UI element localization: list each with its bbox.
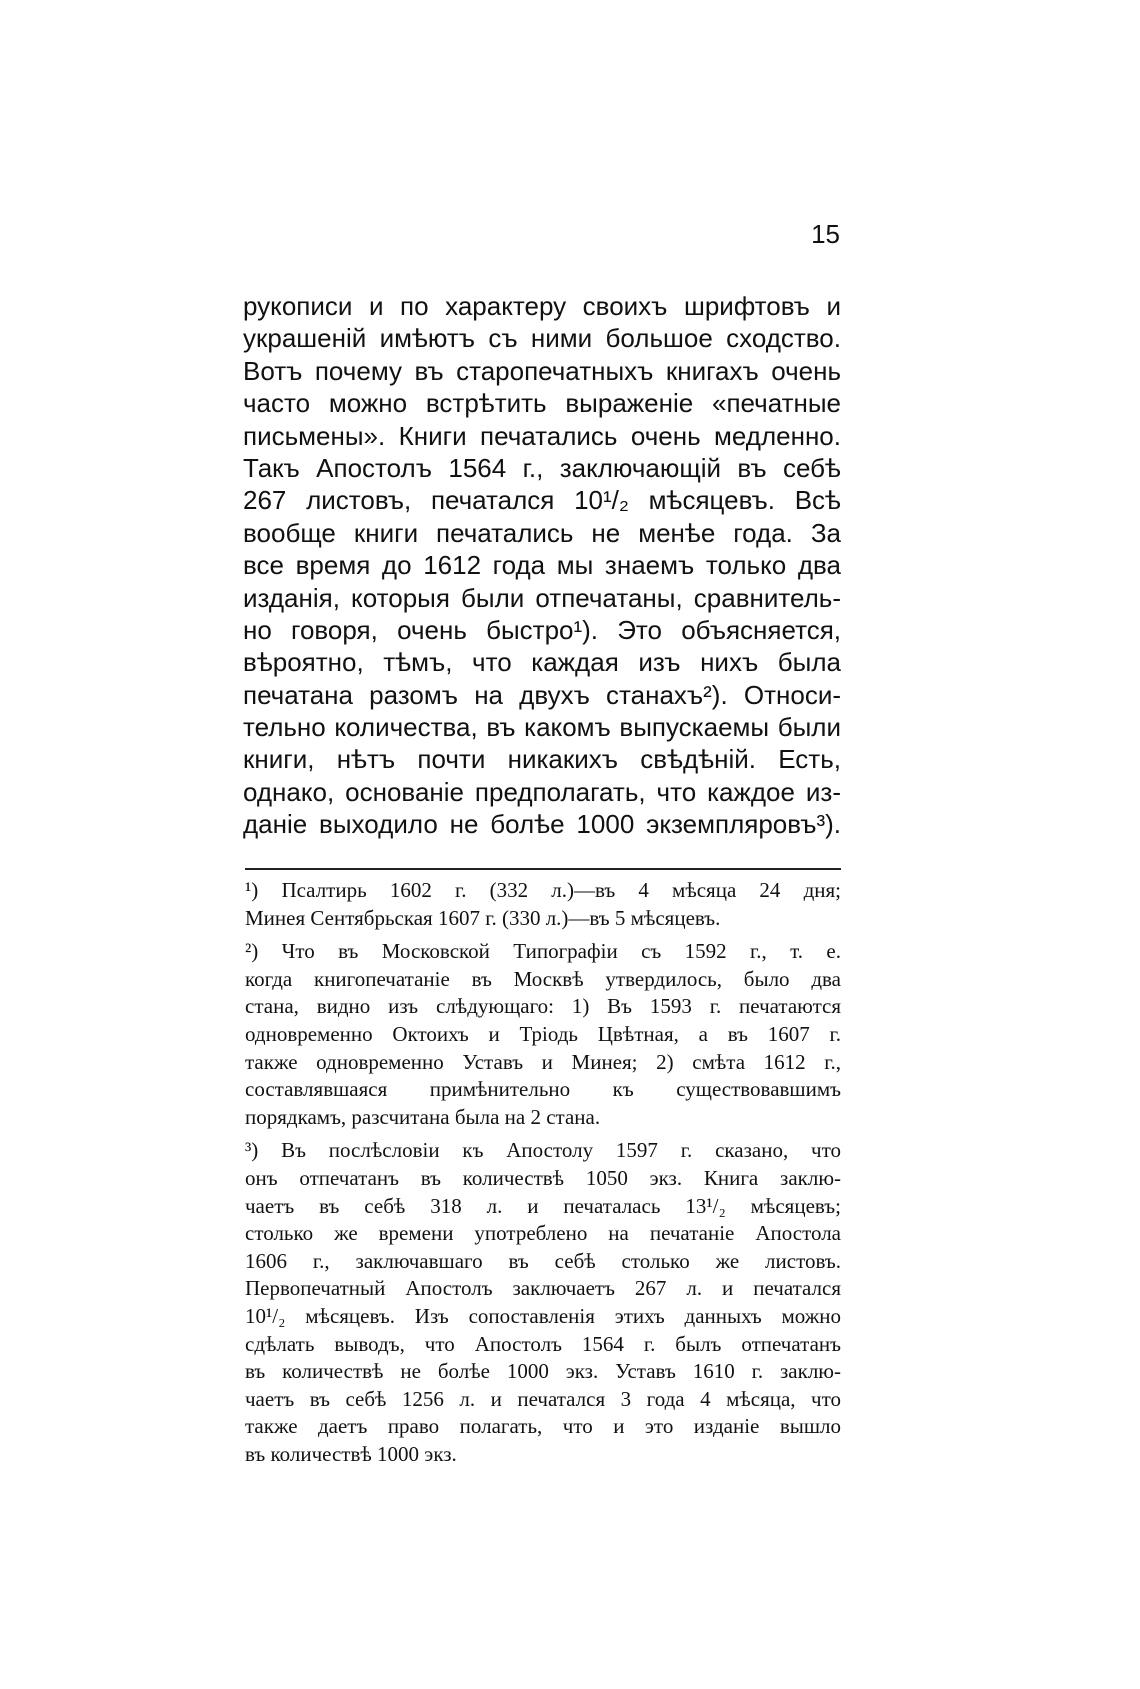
text-line: однако, основанiе предполагать, что каждое из-: [243, 776, 841, 807]
text-line: украшенiй имѣютъ съ ними большое сходство.: [243, 323, 841, 354]
footnote-line: также одновременно Уставъ и Минея; 2) смѣта 1612 г.,: [245, 1049, 841, 1074]
footnote-line: стана, видно изъ слѣдующаго: 1) Въ 1593 г. печатаются: [245, 994, 841, 1019]
footnote-line: Минея Сентябрьская 1607 г. (330 л.)—въ 5 мѣсяцевъ.: [245, 905, 721, 930]
text-line: данiе выходило не болѣе 1000 экземпляровъ³).: [243, 809, 841, 840]
text-line: книги, нѣтъ почти никакихъ свѣдѣнiй. Есть,: [243, 744, 841, 775]
footnote-line: одновременно Октоихъ и Трiодь Цвѣтная, а въ 1607 г.: [245, 1021, 841, 1046]
footnote-2: [245, 938, 841, 1131]
footnote-line: столько же времени употреблено на печатанiе Апостола: [245, 1221, 841, 1246]
footnote-line: когда книгопечатанiе въ Москвѣ утвердилось, было два: [245, 966, 841, 991]
footnote-line: сдѣлать выводъ, что Апостолъ 1564 г. былъ отпечатанъ: [245, 1331, 841, 1356]
footnote-line: въ количествѣ 1000 экз.: [245, 1441, 457, 1466]
text-line: Вотъ почему въ старопечатныхъ книгахъ очень: [243, 355, 841, 386]
footnote-line: онъ отпечатанъ въ количествѣ 1050 экз. Книга заклю-: [245, 1165, 841, 1190]
footnote-line: составлявшаяся примѣнительно къ существовавшимъ: [245, 1077, 841, 1102]
footnote-line: также даетъ право полагать, что и это изданiе вышло: [245, 1414, 841, 1439]
footnote-line: ¹) Псалтирь 1602 г. (332 л.)—въ 4 мѣсяца 24 дня;: [245, 878, 841, 902]
footnote-line: 1606 г., заключавшаго въ себѣ столько же листовъ.: [245, 1248, 841, 1273]
text-line: вообще книги печатались не менѣе года. За: [243, 517, 841, 548]
text-line: 267 листовъ, печатался 10¹/₂ мѣсяцевъ. Всѣ: [243, 485, 841, 516]
text-line: письмены». Книги печатались очень медленно.: [243, 420, 841, 451]
footnote-3: [245, 1137, 841, 1468]
text-line: но говоря, очень быстро¹). Это объясняется,: [243, 614, 841, 645]
footnote-line: ³) Въ послѣсловiи къ Апостолу 1597 г. сказано, что: [245, 1138, 841, 1163]
text-line: вѣроятно, тѣмъ, что каждая изъ нихъ была: [243, 647, 841, 678]
footnote-line: порядкамъ, разсчитана была на 2 стана.: [245, 1104, 601, 1129]
footnotes: [245, 877, 841, 1474]
text-line: тельно количества, въ какомъ выпускаемы были: [243, 712, 841, 743]
footnote-1: [245, 877, 841, 932]
footnote-line: 10¹/₂ мѣсяцевъ. Изъ сопоставленiя этихъ данныхъ можно: [245, 1303, 841, 1328]
text-line: печатана разомъ на двухъ станахъ²). Относи-: [243, 679, 841, 710]
page-number: 15: [811, 219, 840, 249]
text-line: все время до 1612 года мы знаемъ только два: [243, 550, 841, 581]
footnote-line: Первопечатный Апостолъ заключаетъ 267 л. и печатался: [245, 1276, 841, 1301]
footnote-line: чаетъ въ себѣ 1256 л. и печатался 3 года 4 мѣсяца, что: [245, 1386, 841, 1411]
footnote-line: ²) Что въ Московской Типографiи съ 1592 г., т. е.: [245, 939, 841, 964]
footnote-line: въ количествѣ не болѣе 1000 экз. Уставъ 1610 г. заклю-: [245, 1359, 841, 1384]
footnote-line: чаетъ въ себѣ 318 л. и печаталась 13¹/₂ мѣсяцевъ;: [245, 1193, 841, 1218]
text-line: Такъ Апостолъ 1564 г., заключающiй въ себѣ: [243, 452, 841, 483]
main-text: [243, 290, 841, 841]
text-line: часто можно встрѣтить выраженiе «печатные: [243, 388, 841, 419]
text-line: рукописи и по характеру своихъ шрифтовъ и: [243, 291, 841, 321]
text-line: изданiя, которыя были отпечатаны, сравнитель-: [243, 582, 841, 613]
footnote-divider: [245, 868, 841, 870]
